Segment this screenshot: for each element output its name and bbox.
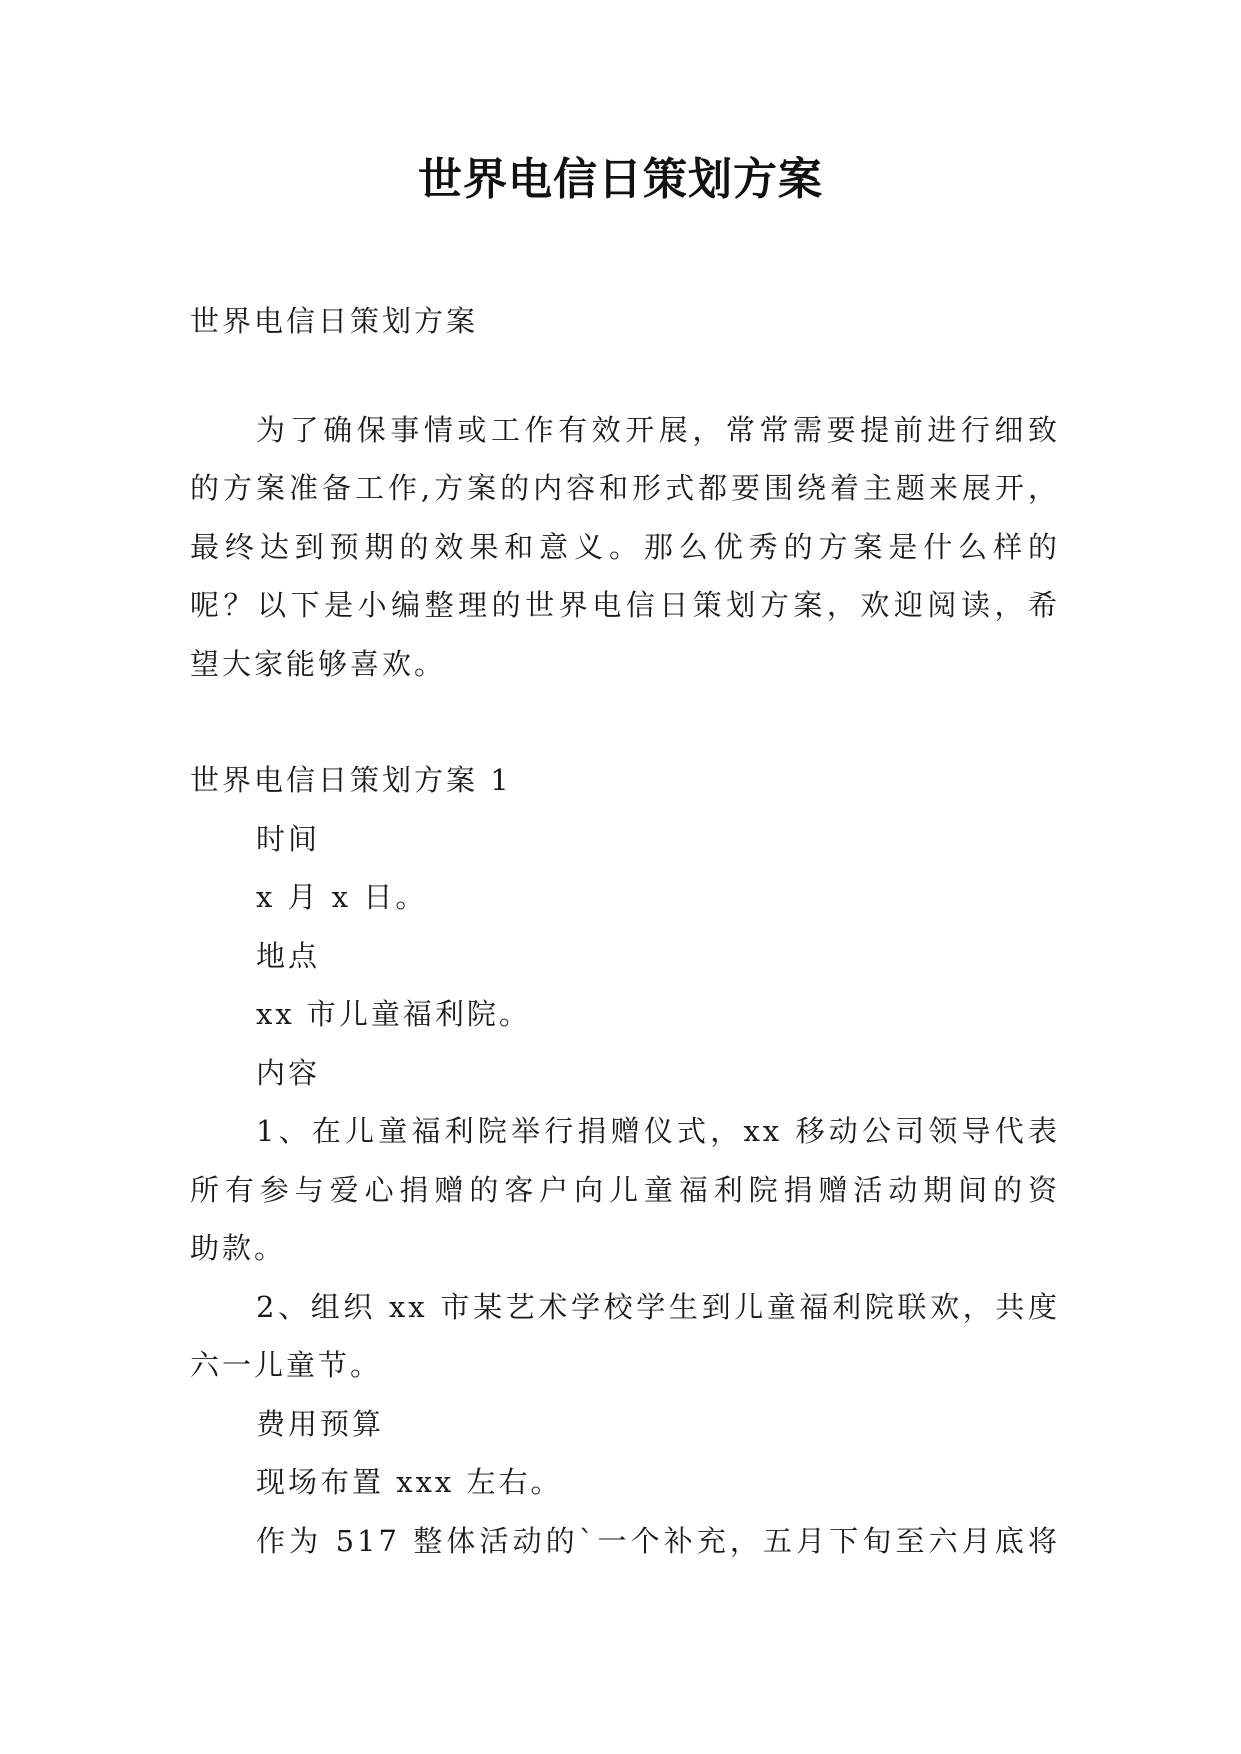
intro-line: 为了确保事情或工作有效开展，常常需要提前进行细致	[256, 412, 1060, 447]
content-label: 内容	[256, 1055, 321, 1090]
last-line: 作为 517 整体活动的`一个补充，五月下旬至六月底将	[256, 1523, 1060, 1558]
section-heading: 世界电信日策划方案 1	[190, 763, 512, 797]
document-subtitle: 世界电信日策划方案	[190, 304, 479, 338]
document-body	[190, 292, 1060, 1570]
item-line: 助款。	[190, 1231, 287, 1265]
budget-value: 现场布置 xxx 左右。	[256, 1465, 563, 1499]
item-line: 2、组织 xx 市某艺术学校学生到儿童福利院联欢，共度	[256, 1289, 1060, 1324]
page-title: 世界电信日策划方案	[418, 154, 823, 205]
intro-line: 呢？以下是小编整理的世界电信日策划方案，欢迎阅读，希	[190, 588, 1060, 622]
place-label: 地点	[256, 938, 321, 973]
content-item-2	[190, 1278, 1060, 1395]
time-label: 时间	[256, 821, 321, 856]
intro-line: 最终达到预期的效果和意义。那么优秀的方案是什么样的	[190, 529, 1060, 564]
intro-paragraph	[190, 401, 1060, 694]
place-value: xx 市儿童福利院。	[256, 997, 531, 1031]
content-item-1	[190, 1102, 1060, 1278]
intro-line: 的方案准备工作,方案的内容和形式都要围绕着主题来展开，	[190, 471, 1060, 505]
item-line: 1、在儿童福利院举行捐赠仪式，xx 移动公司领导代表	[256, 1114, 1060, 1148]
time-value: x 月 x 日。	[256, 880, 428, 914]
budget-label: 费用预算	[256, 1406, 385, 1441]
item-line: 六一儿童节。	[190, 1348, 383, 1382]
item-line: 所有参与爱心捐赠的客户向儿童福利院捐赠活动期间的资	[190, 1172, 1060, 1207]
intro-line: 望大家能够喜欢。	[190, 646, 447, 681]
